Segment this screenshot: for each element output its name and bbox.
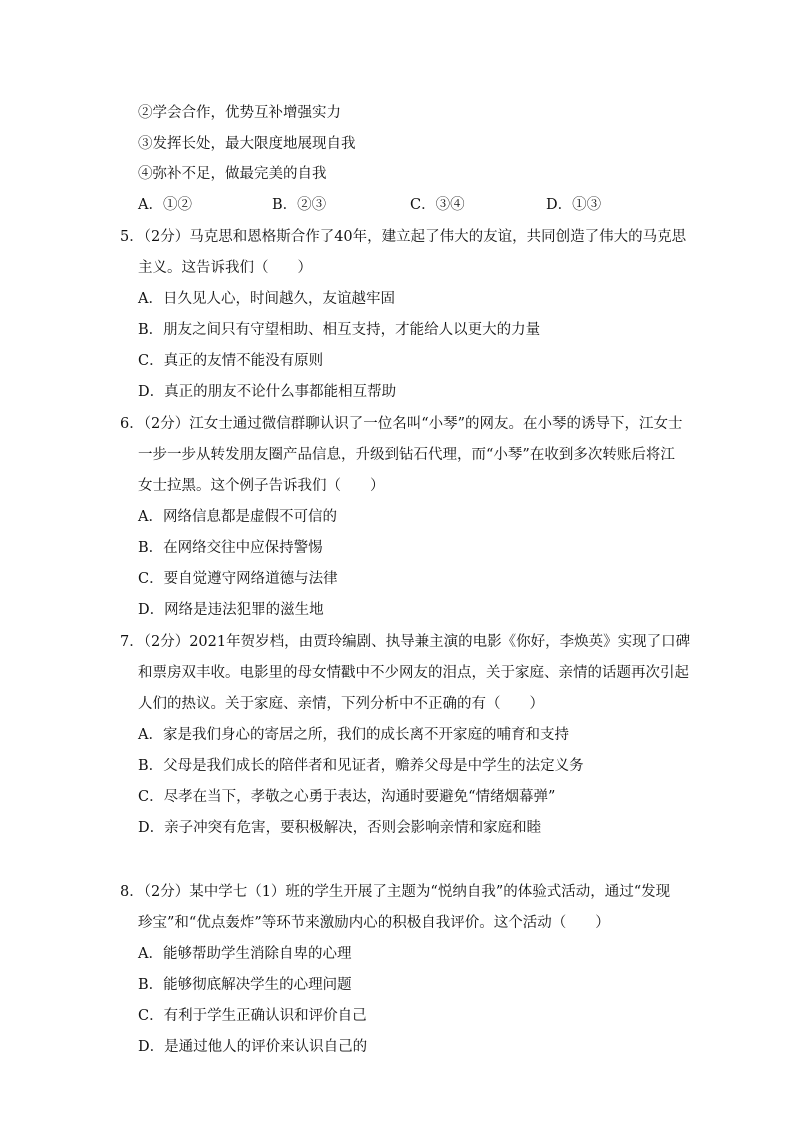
q7-option-c: C．尽孝在当下，孝敬之心勇于表达，沟通时要避免“情绪烟幕弹” (138, 789, 556, 805)
option-3-text: ③发挥长处，最大限度地展现自我 (138, 136, 356, 152)
q7-option-a: A．家是我们身心的寄居之所，我们的成长离不开家庭的哺育和支持 (138, 727, 569, 743)
q4-choice-c: C．③④ (410, 197, 465, 213)
q5-option-c: C．真正的友情不能没有原则 (138, 353, 324, 369)
q6-option-c: C．要自觉遵守网络道德与法律 (138, 571, 338, 587)
q8-stem-line-2: 珍宝”和“优点轰炸”等环节来激励内心的积极自我评价。这个活动（ ） (138, 915, 610, 931)
q8-option-a: A．能够帮助学生消除自卑的心理 (138, 946, 352, 962)
q4-choice-d: D．①③ (546, 197, 602, 213)
q8-option-d: D．是通过他人的评价来认识自己的 (138, 1039, 368, 1055)
q5-option-b: B．朋友之间只有守望相助、相互支持，才能给人以更大的力量 (138, 322, 541, 338)
q5-stem-line-2: 主义。这告诉我们（ ） (138, 260, 312, 276)
q4-choice-a: A．①② (138, 197, 192, 213)
q6-option-b: B．在网络交往中应保持警惕 (138, 540, 323, 556)
q8-option-c: C．有利于学生正确认识和评价自己 (138, 1008, 367, 1024)
q6-option-a: A．网络信息都是虚假不可信的 (138, 509, 337, 525)
q7-stem-line-3: 人们的热议。关于家庭、亲情，下列分析中不正确的有（ ） (138, 696, 544, 712)
q5-stem-line-1: 5．（2分）马克思和恩格斯合作了40年，建立起了伟大的友谊，共同创造了伟大的马克思 (120, 229, 687, 245)
q6-stem-line-3: 女士拉黑。这个例子告诉我们（ ） (138, 478, 385, 494)
q6-stem-line-2: 一步一步从转发朋友圈产品信息，升级到钻石代理，而“小琴”在收到多次转账后将江 (138, 447, 675, 463)
q6-option-d: D．网络是违法犯罪的滋生地 (138, 602, 324, 618)
q5-option-a: A．日久见人心，时间越久，友谊越牢固 (138, 291, 395, 307)
q4-choice-b: B．②③ (272, 197, 327, 213)
q7-stem-line-2: 和票房双丰收。电影里的母女情戳中不少网友的泪点，关于家庭、亲情的话题再次引起 (138, 665, 689, 681)
option-2-text: ②学会合作，优势互补增强实力 (138, 105, 341, 121)
q6-stem-line-1: 6．（2分）江女士通过微信群聊认识了一位名叫“小琴”的网友。在小琴的诱导下，江女士 (120, 416, 683, 432)
q5-option-d: D．真正的朋友不论什么事都能相互帮助 (138, 384, 397, 400)
q7-option-b: B．父母是我们成长的陪伴者和见证者，赡养父母是中学生的法定义务 (138, 758, 584, 774)
q8-option-b: B．能够彻底解决学生的心理问题 (138, 977, 352, 993)
q7-option-d: D．亲子冲突有危害，要积极解决，否则会影响亲情和家庭和睦 (138, 820, 542, 836)
option-4-text: ④弥补不足，做最完美的自我 (138, 166, 327, 182)
q8-stem-line-1: 8．（2分）某中学七（1）班的学生开展了主题为“悦纳自我”的体验式活动，通过“发现 (120, 884, 671, 900)
q7-stem-line-1: 7．（2分）2021年贺岁档，由贾玲编剧、执导兼主演的电影《你好，李焕英》实现了口碑 (120, 634, 691, 650)
